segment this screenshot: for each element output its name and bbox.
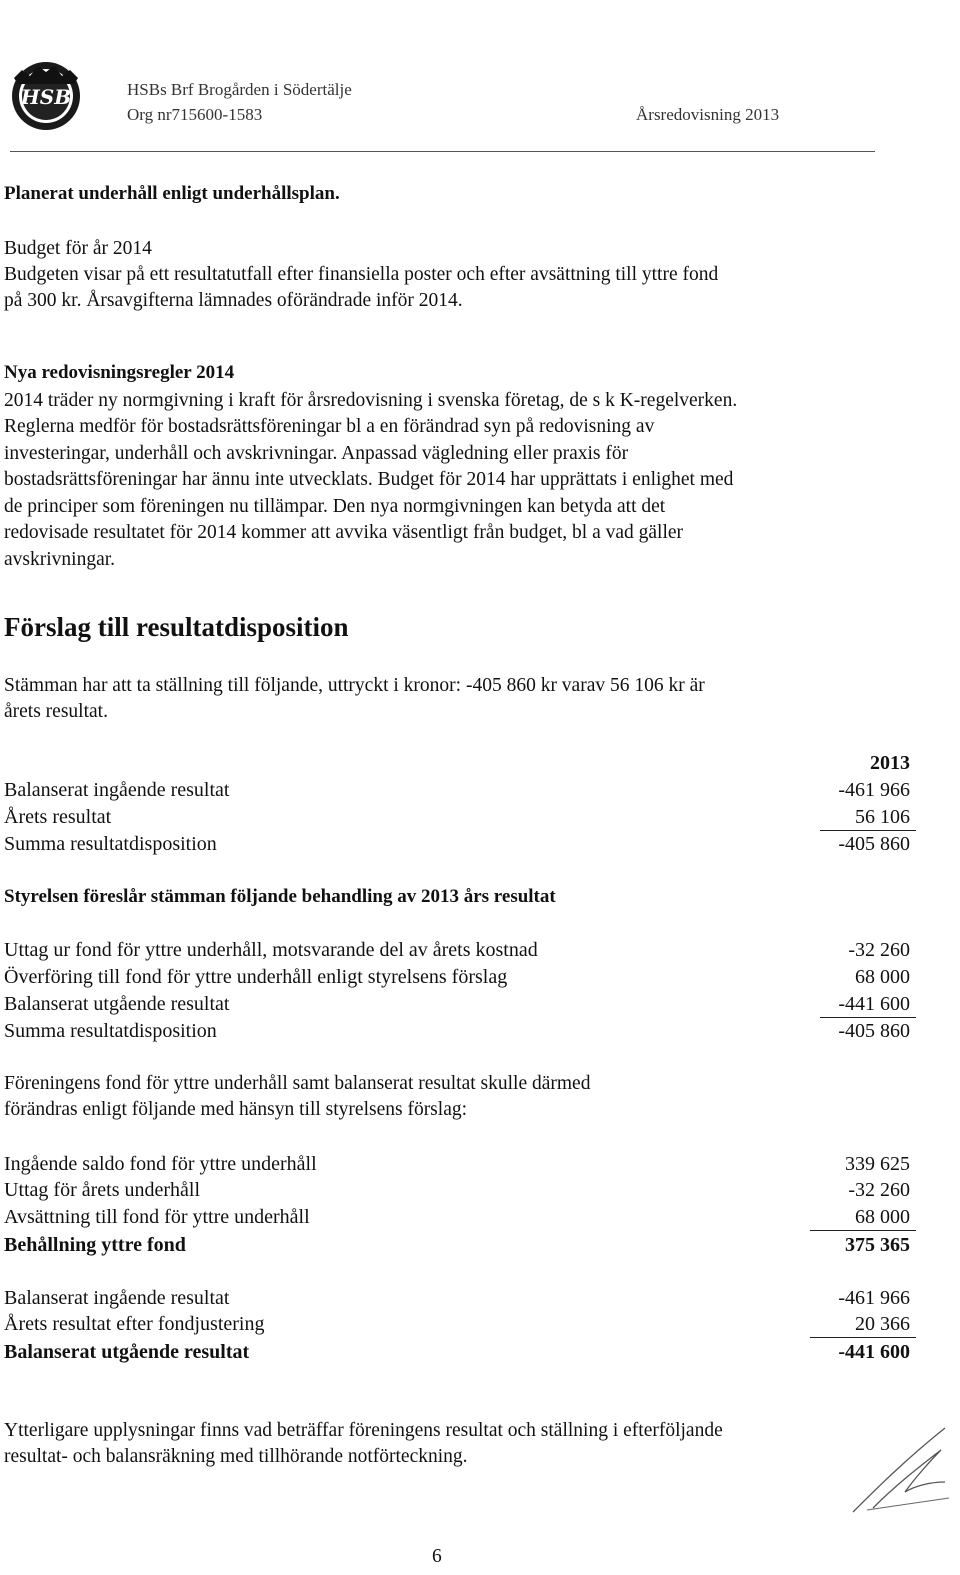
- proposal-heading: Förslag till resultatdisposition: [4, 612, 349, 642]
- rules-heading: Nya redovisningsregler 2014: [4, 362, 235, 383]
- budget-title: Budget för år 2014: [4, 238, 152, 259]
- row-label: Balanserat utgående resultat: [4, 993, 230, 1015]
- row-label: Balanserat ingående resultat: [4, 1287, 230, 1309]
- fund-intro-1: Föreningens fond för yttre underhåll samt balanserat resultat skulle därmed: [4, 1073, 591, 1094]
- proposal-intro-1: Stämman har att ta ställning till följande, uttryckt i kronor: -405 860 kr varav 56 106 kr är: [4, 675, 705, 696]
- org-name: HSBs Brf Brogården i Södertälje: [127, 80, 352, 99]
- year-column-header: 2013: [870, 752, 910, 774]
- rules-line: avskrivningar.: [4, 549, 116, 570]
- row-value: -461 966: [838, 1287, 910, 1309]
- rules-line: de principer som föreningen nu tillämpar. Den nya normgivningen kan betyda att det: [4, 496, 666, 517]
- row-value: 68 000: [855, 966, 910, 988]
- rules-line: bostadsrättsföreningar har ännu inte utvecklats. Budget för 2014 har upprättats i enlighet med: [4, 469, 734, 490]
- rules-line: redovisade resultatet för 2014 kommer att avvika väsentligt från budget, bl a vad gäller: [4, 522, 684, 543]
- proposal-intro-2: årets resultat.: [4, 701, 108, 722]
- row-value: -441 600: [838, 993, 910, 1015]
- sum-underline: [810, 1337, 916, 1338]
- hsb-logo: [8, 58, 84, 134]
- page-number: 6: [432, 1546, 442, 1567]
- row-label: Summa resultatdisposition: [4, 833, 217, 855]
- row-label: Avsättning till fond för yttre underhåll: [4, 1206, 310, 1228]
- row-value: 56 106: [855, 806, 910, 828]
- row-label: Ingående saldo fond för yttre underhåll: [4, 1153, 317, 1175]
- row-label: Överföring till fond för yttre underhåll enligt styrelsens förslag: [4, 966, 508, 988]
- fund-intro-2: förändras enligt följande med hänsyn till styrelsens förslag:: [4, 1099, 468, 1120]
- row-label: Balanserat utgående resultat: [4, 1341, 250, 1363]
- rules-line: 2014 träder ny normgivning i kraft för årsredovisning i svenska företag, de s k K-regelverken.: [4, 390, 738, 411]
- logo-text: HSB: [20, 85, 72, 109]
- row-value: 375 365: [845, 1234, 910, 1256]
- budget-line-2: på 300 kr. Årsavgifterna lämnades oförändrade inför 2014.: [4, 290, 463, 311]
- header-rule: [10, 151, 875, 152]
- row-value: -32 260: [848, 939, 910, 961]
- planned-heading: Planerat underhåll enligt underhållsplan.: [4, 183, 340, 204]
- rules-line: investeringar, underhåll och avskrivningar. Anpassad vägledning eller praxis för: [4, 443, 629, 464]
- row-label: Årets resultat: [4, 806, 112, 828]
- row-label: Summa resultatdisposition: [4, 1020, 217, 1042]
- row-value: 20 366: [855, 1313, 910, 1335]
- footer-line-1: Ytterligare upplysningar finns vad beträffar föreningens resultat och ställning i efterföljande: [4, 1420, 723, 1441]
- row-value: -441 600: [838, 1341, 910, 1363]
- row-label: Uttag för årets underhåll: [4, 1179, 201, 1201]
- row-value: -405 860: [838, 833, 910, 855]
- org-number: Org nr715600-1583: [127, 105, 263, 124]
- document-title: Årsredovisning 2013: [636, 105, 780, 124]
- row-value: 339 625: [845, 1153, 910, 1175]
- sum-underline: [810, 1230, 916, 1231]
- row-value: 68 000: [855, 1206, 910, 1228]
- signature-scribble: [845, 1420, 955, 1520]
- row-label: Balanserat ingående resultat: [4, 779, 230, 801]
- row-label: Årets resultat efter fondjustering: [4, 1313, 265, 1335]
- row-value: -32 260: [848, 1179, 910, 1201]
- row-value: -405 860: [838, 1020, 910, 1042]
- row-label: Uttag ur fond för yttre underhåll, motsvarande del av årets kostnad: [4, 939, 538, 961]
- budget-line-1: Budgeten visar på ett resultatutfall efter finansiella poster och efter avsättning till yttre fond: [4, 264, 719, 285]
- row-label: Behållning yttre fond: [4, 1234, 186, 1256]
- rules-line: Reglerna medför för bostadsrättsföreningar bl a en förändrad syn på redovisning av: [4, 416, 655, 437]
- row-value: -461 966: [838, 779, 910, 801]
- board-heading: Styrelsen föreslår stämman följande behandling av 2013 års resultat: [4, 886, 556, 907]
- footer-line-2: resultat- och balansräkning med tillhörande notförteckning.: [4, 1446, 468, 1467]
